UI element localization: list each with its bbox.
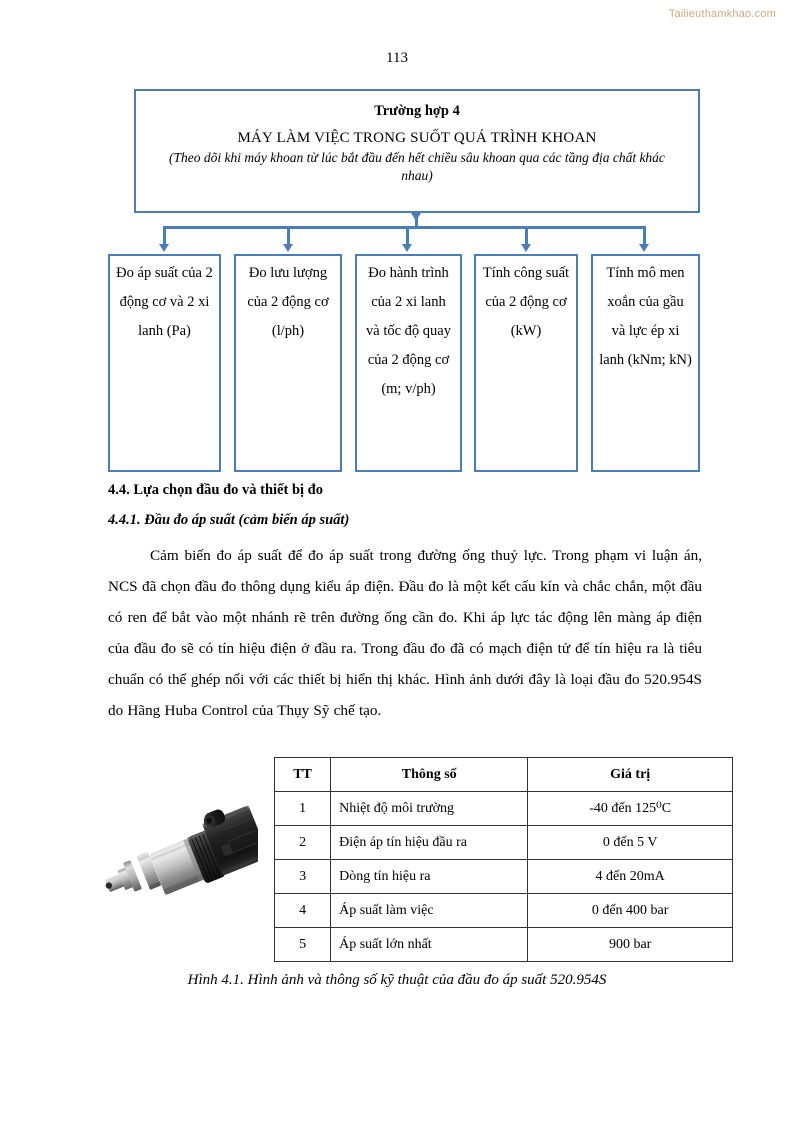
table-cell-param: Dòng tín hiệu ra: [331, 860, 528, 894]
connector-arrowhead-3: [402, 244, 412, 252]
table-row: [275, 928, 733, 962]
table-cell-value: 0 đến 5 V: [528, 826, 733, 860]
flowchart: [0, 0, 794, 480]
table-cell-tt: 2: [275, 826, 331, 860]
connector-drop-1: [163, 226, 166, 246]
table-cell-param: Áp suất lớn nhất: [331, 928, 528, 962]
table-cell-param: Nhiệt độ môi trường: [331, 792, 528, 826]
flowchart-leaf-box-5: Tính mô men xoắn của gầu và lực ép xi lanh (kNm; kN): [591, 254, 700, 472]
table-cell-value: 900 bar: [528, 928, 733, 962]
page-number: 113: [386, 50, 408, 66]
table-row: [275, 860, 733, 894]
table-cell-tt: 4: [275, 894, 331, 928]
flowchart-root-note: (Theo dõi khi máy khoan từ lúc bắt đầu đến hết chiều sâu khoan qua các tầng địa chất khác nhau): [169, 150, 665, 184]
connector-drop-3: [406, 226, 409, 246]
table-cell-tt: 3: [275, 860, 331, 894]
connector-drop-5: [643, 226, 646, 246]
table-header-row: [275, 758, 733, 792]
connector-arrowhead-4: [521, 244, 531, 252]
table-cell-value: -40 đến 125⁰C: [528, 792, 733, 826]
table-cell-tt: 5: [275, 928, 331, 962]
watermark-text: Tailieuthamkhao.com: [668, 8, 776, 20]
table-cell-param: Điện áp tín hiệu đầu ra: [331, 826, 528, 860]
connector-arrowhead-2: [283, 244, 293, 252]
table-row: [275, 792, 733, 826]
figure-caption: Hình 4.1. Hình ảnh và thông số kỹ thuật của đầu đo áp suất 520.954S: [187, 972, 607, 988]
spec-table: [274, 757, 733, 962]
table-header-tt: TT: [275, 758, 331, 792]
table-cell-value: 0 đến 400 bar: [528, 894, 733, 928]
table-row: [275, 826, 733, 860]
pressure-sensor-photo: [98, 793, 258, 913]
connector-arrowhead-1: [159, 244, 169, 252]
connector-distribution-bar: [163, 226, 645, 229]
flowchart-root-title: Trường hợp 4: [374, 103, 460, 119]
table-cell-value: 4 đến 20mA: [528, 860, 733, 894]
flowchart-root-subtitle: MÁY LÀM VIỆC TRONG SUỐT QUÁ TRÌNH KHOAN: [237, 130, 597, 147]
section-heading-4-4: 4.4. Lựa chọn đầu đo và thiết bị đo: [108, 482, 323, 498]
table-cell-tt: 1: [275, 792, 331, 826]
flowchart-leaf-box-2: Đo lưu lượng của 2 động cơ (l/ph): [234, 254, 342, 472]
connector-drop-2: [287, 226, 290, 246]
table-row: [275, 894, 733, 928]
connector-drop-4: [525, 226, 528, 246]
flowchart-leaf-box-3: Đo hành trình của 2 xi lanh và tốc độ quay của 2 động cơ (m; v/ph): [355, 254, 462, 472]
connector-arrowhead-5: [639, 244, 649, 252]
table-cell-param: Áp suất làm việc: [331, 894, 528, 928]
flowchart-root-box: [134, 89, 700, 213]
flowchart-leaf-box-4: Tính công suất của 2 động cơ (kW): [474, 254, 578, 472]
table-header-value: Giá trị: [528, 758, 733, 792]
body-paragraph: Cảm biến đo áp suất để đo áp suất trong đường ống thuỷ lực. Trong phạm vi luận án, NCS đã chọn đầu đo thông dụng kiểu áp điện. Đầu đo là một kết cấu kín và chắc chắn, một đầu có ren để bắt vào một nhánh rẽ trên đường ống cần đo. Khi áp lực tác động lên màng áp điện của đầu đo sẽ có tín hiệu điện ở đầu ra. Trong đầu đo đã có mạch điện tử để tín hiệu ra là tiêu chuẩn có thể ghép nối với các thiết bị hiển thị khác. Hình ảnh dưới đây là loại đầu đo 520.954S do Hãng Huba Control của Thụy Sỹ chế tạo.: [108, 547, 702, 719]
connector-root-arrowhead: [411, 213, 421, 221]
table-header-param: Thông số: [331, 758, 528, 792]
section-heading-4-4-1: 4.4.1. Đầu đo áp suất (cảm biến áp suất): [108, 512, 350, 528]
flowchart-leaf-box-1: Đo áp suất của 2 động cơ và 2 xi lanh (Pa): [108, 254, 221, 472]
